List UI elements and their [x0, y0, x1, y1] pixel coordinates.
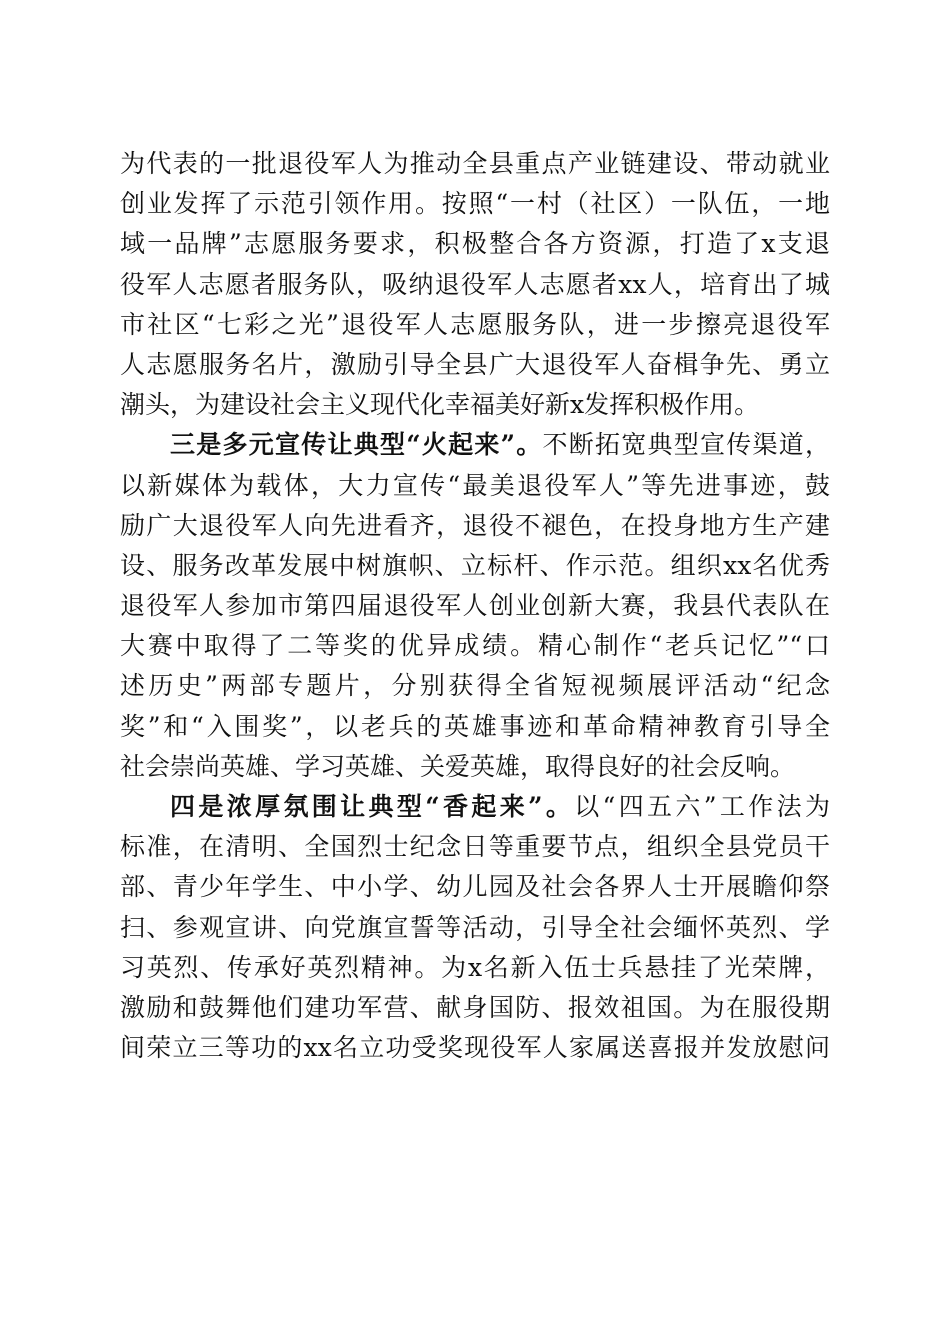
text-line: 为代表的一批退役军人为推动全县重点产业链建设、带动就业: [120, 149, 830, 178]
text-line: 习英烈、传承好英烈精神。为x名新入伍士兵悬挂了光荣牌，: [120, 952, 830, 982]
text-line: 扫、参观宣讲、向党旗宣誓等活动，引导全社会缅怀英烈、学: [120, 912, 830, 942]
text-line: 退役军人参加市第四届退役军人创业创新大赛，我县代表队在: [120, 591, 830, 621]
text-line: 设、服务改革发展中树旗帜、立标杆、作示范。组织xx名优秀: [120, 550, 830, 580]
text-line: 励广大退役军人向先进看齐，退役不褪色，在投身地方生产建: [120, 510, 830, 540]
text-span: 不断拓宽典型宣传渠道，: [542, 430, 830, 460]
text-line: 间荣立三等功的xx名立功受奖现役军人家属送喜报并发放慰问: [120, 1033, 830, 1063]
text-line: 以新媒体为载体，大力宣传“最美退役军人”等先进事迹，鼓: [120, 470, 830, 500]
text-line: 市社区“七彩之光”退役军人志愿服务队，进一步擦亮退役军: [120, 309, 830, 339]
text-line: 标准，在清明、全国烈士纪念日等重要节点，组织全县党员干: [120, 832, 830, 862]
text-line: 役军人志愿者服务队，吸纳退役军人志愿者xx人，培育出了城: [120, 269, 830, 299]
paragraph-first-line: [120, 787, 830, 827]
text-line: 大赛中取得了二等奖的优异成绩。精心制作“老兵记忆”“口: [120, 631, 830, 661]
paragraph-first-line: [120, 425, 830, 465]
text-line: 创业发挥了示范引领作用。按照“一村（社区）一队伍，一地: [120, 189, 830, 219]
text-line: 部、青少年学生、中小学、幼儿园及社会各界人士开展瞻仰祭: [120, 872, 830, 902]
paragraph-lead: 三是多元宣传让典型“火起来”。: [170, 430, 543, 460]
text-line: 域一品牌”志愿服务要求，积极整合各方资源，打造了x支退: [120, 229, 830, 259]
paragraph-lead: 四是浓厚氛围让典型“香起来”。: [170, 792, 575, 821]
text-line: 潮头，为建设社会主义现代化幸福美好新x发挥积极作用。: [120, 390, 760, 420]
text-line: 述历史”两部专题片，分别获得全省短视频展评活动“纪念: [120, 671, 830, 701]
document-body: [120, 144, 830, 1068]
text-line: 激励和鼓舞他们建功军营、献身国防、报效祖国。为在服役期: [120, 992, 830, 1022]
text-line: 人志愿服务名片，激励引导全县广大退役军人奋楫争先、勇立: [120, 349, 830, 379]
text-span: 以“四五六”工作法为: [574, 792, 831, 821]
text-line: 奖”和“入围奖”，以老兵的英雄事迹和革命精神教育引导全: [120, 711, 830, 741]
text-line: 社会崇尚英雄、学习英雄、关爱英雄，取得良好的社会反响。: [120, 751, 796, 781]
